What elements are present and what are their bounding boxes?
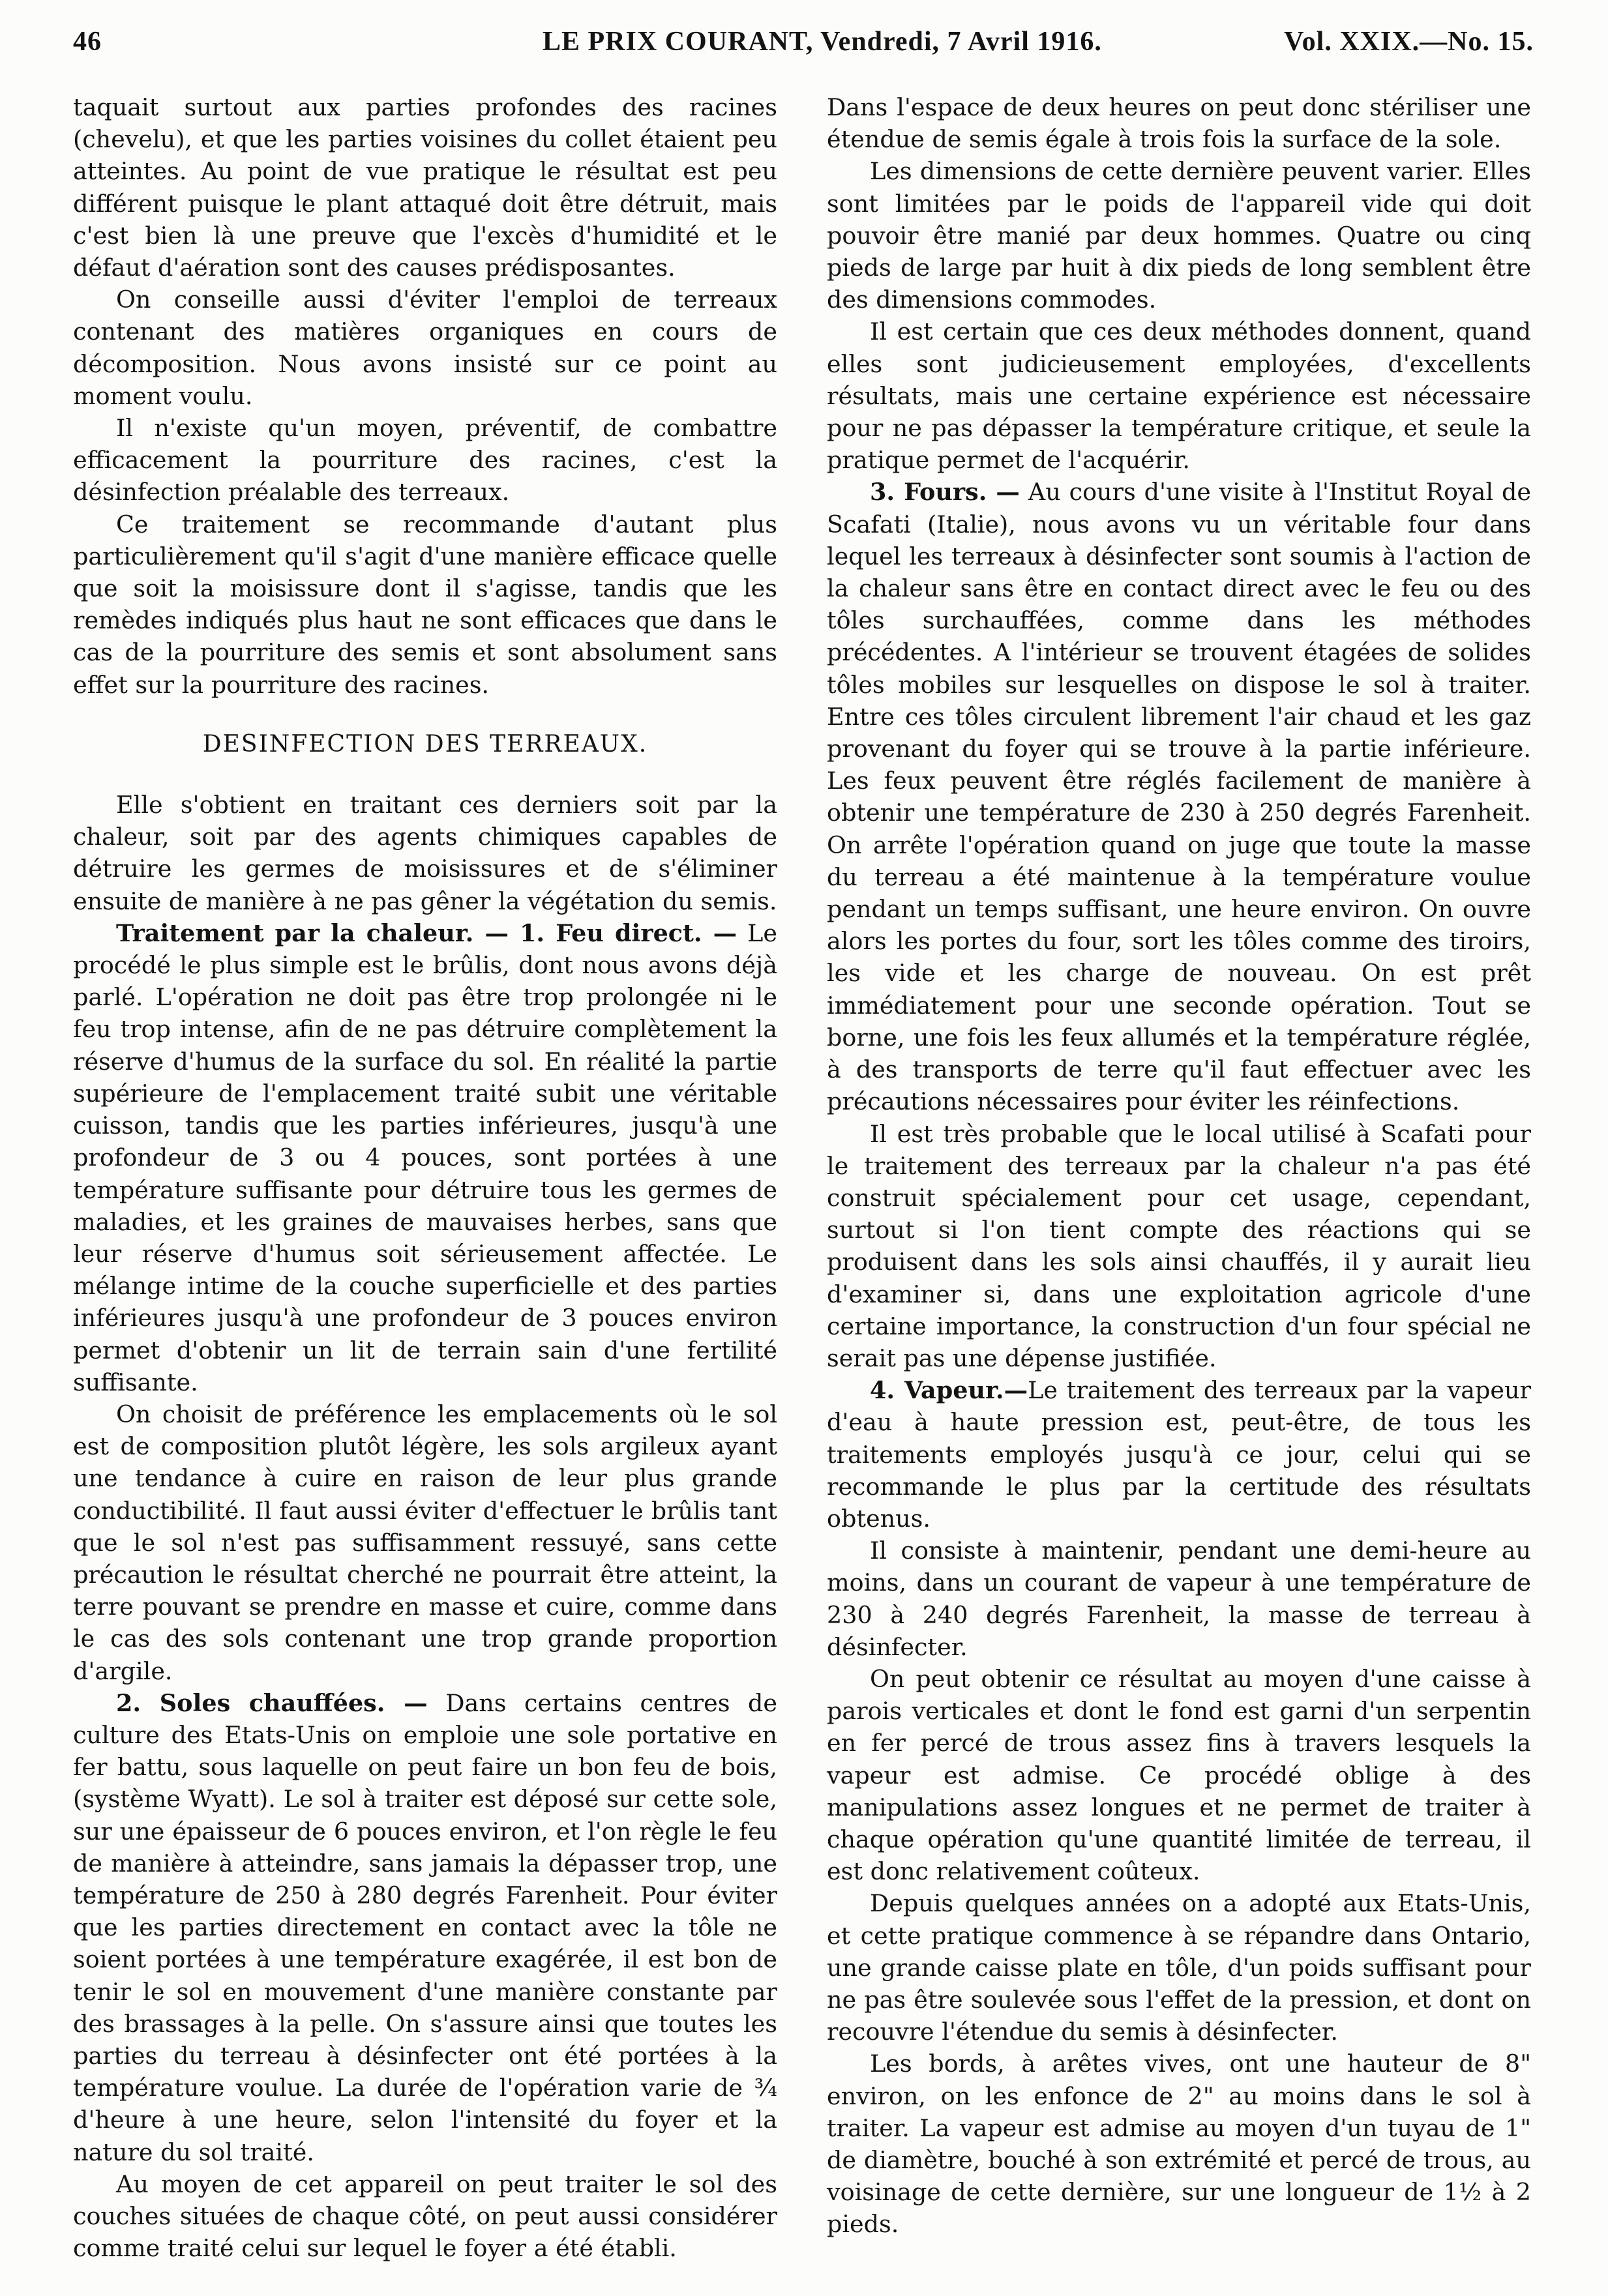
paragraph: On choisit de préférence les emplacements où le sol est de composition plutôt légère, les sols argileux ayant une tendance à cuire en raison de leur plus grande conductibilité. Il faut aussi éviter d'effectuer le brûlis tant que le sol n'est pas suffisamment ressuyé, sans cette précaution le résultat cherché ne pourrait être atteint, la terre pouvant se prendre en masse et cuire, comme dans le cas des sols contenant une trop grande proportion d'argile.	[73, 1400, 777, 1685]
paragraph-text: Dans certains centres de culture des Etats-Unis on emploie une sole portative en fer battu, sous laquelle on peut faire un bon feu de bois, (système Wyatt). Le sol à traiter est déposé sur cette sole, sur une épaisseur de 6 pouces environ, et l'on règle le feu de manière à atteindre, sans jamais la dépasser trop, une température de 250 à 280 degrés Farenheit. Pour éviter que les parties directement en contact avec la tôle ne soient portées à une température exagérée, il est bon de tenir le sol en mouvement d'une manière constante par des brassages à la pelle. On s'assure ainsi que toutes les parties du terreau à désinfecter ont été portées à la température voulue. La durée de l'opération varie de ¾ d'heure à une heure, selon l'intensité du foyer et la nature du sol traité.	[73, 1688, 778, 2166]
paragraph: Ce traitement se recommande d'autant plus particulièrement qu'il s'agit d'une manière efficace quelle que soit la moisissure dont il s'agisse, tandis que les remèdes indiqués plus haut ne sont efficaces que dans le cas de la pourriture des semis et sont absolument sans effet sur la pourriture des racines.	[73, 510, 777, 699]
paragraph: Dans l'espace de deux heures on peut donc stériliser une étendue de semis égale à trois fois la surface de la sole.	[827, 93, 1531, 154]
paragraph	[827, 1374, 1531, 1535]
paragraph: Elle s'obtient en traitant ces derniers soit par la chaleur, soit par des agents chimiques capables de détruire les germes de moisissures et de s'éliminer ensuite de manière à ne pas gêner la végétation du semis.	[73, 791, 777, 915]
subheading: 4. Vapeur.—	[870, 1376, 1028, 1405]
paragraph	[73, 917, 777, 1398]
paragraph: On peut obtenir ce résultat au moyen d'une caisse à parois verticales et dont le fond est garni d'un serpentin en fer percé de trous assez fins à travers lesquels la vapeur est admise. Ce procédé oblige à des manipulations assez longues et ne permet de traiter à chaque opération qu'une quantité limitée de terreau, il est donc relativement coûteux.	[827, 1664, 1531, 1886]
paragraph: Depuis quelques années on a adopté aux Etats-Unis, et cette pratique commence à se répandre dans Ontario, une grande caisse plate en tôle, d'un poids suffisant pour ne pas être soulevée sous l'effet de la pression, et dont on recouvre l'étendue du semis à désinfecter.	[827, 1889, 1531, 2046]
subheading: Traitement par la chaleur. — 1. Feu direct. —	[116, 919, 737, 947]
paragraph	[827, 476, 1531, 1117]
right-column	[827, 91, 1531, 2241]
paragraph: Les dimensions de cette dernière peuvent varier. Elles sont limitées par le poids de l'appareil vide qui doit pouvoir être manié par deux hommes. Quatre ou cinq pieds de large par huit à dix pieds de long semblent être des dimensions commodes.	[827, 157, 1531, 314]
subheading: 3. Fours. —	[870, 478, 1020, 507]
section-title: DESINFECTION DES TERREAUX.	[202, 730, 648, 758]
paragraph-text: Le traitement des terreaux par la vapeur d'eau à haute pression est, peut-être, de tous les traitements employés jusqu'à ce jour, celui qui se recommande le plus par la certitude des résultats obtenus.	[827, 1376, 1531, 1533]
volume-number: Vol. XXIX.—No. 15.	[1284, 27, 1534, 57]
left-column	[73, 91, 777, 2264]
paragraph: Les bords, à arêtes vives, ont une hauteur de 8" environ, on les enfonce de 2" au moins dans le sol à traiter. La vapeur est admise au moyen d'un tuyau de 1" de diamètre, bouché à son extrémité et percé de trous, au voisinage de cette dernière, sur une longueur de 1½ à 2 pieds.	[827, 2050, 1531, 2239]
paragraph: Au moyen de cet appareil on peut traiter le sol des couches situées de chaque côté, on peut aussi considérer comme traité celui sur lequel le foyer a été établi.	[73, 2170, 777, 2263]
paragraph: Il est certain que ces deux méthodes donnent, quand elles sont judicieusement employées, d'excellents résultats, mais une certaine expérience est nécessaire pour ne pas dépasser la température critique, et seule la pratique permet de l'acquérir.	[827, 317, 1531, 475]
paragraph: taquait surtout aux parties profondes des racines (chevelu), et que les parties voisines du collet étaient peu atteintes. Au point de vue pratique le résultat est peu différent puisque le plant attaqué doit être détruit, mais c'est bien là une preuve que l'excès d'humidité et le défaut d'aération sont des causes prédisposantes.	[73, 93, 777, 282]
paragraph: Il n'existe qu'un moyen, préventif, de combattre efficacement la pourriture des racines, c'est la désinfection préalable des terreaux.	[73, 414, 777, 507]
paragraph-text: Le procédé le plus simple est le brûlis, dont nous avons déjà parlé. L'opération ne doit pas être trop prolongée ni le feu trop intense, afin de ne pas détruire complètement la réserve d'humus de la surface du sol. En réalité la partie supérieure de l'emplacement traité subit une véritable cuisson, tandis que les parties inférieures, jusqu'à une profondeur de 3 ou 4 pouces, sont portées à une température suffisante pour détruire tous les germes de maladies, et les graines de mauvaises herbes, sans que leur réserve d'humus soit sérieusement affectée. Le mélange intime de la couche superficielle et des parties inférieures jusqu'à une profondeur de 3 pouces environ permet d'obtenir un lit de terrain sain d'une fertilité suffisante.	[73, 919, 778, 1396]
paragraph: Il est très probable que le local utilisé à Scafati pour le traitement des terreaux par la chaleur n'a pas été construit spécialement pour cet usage, cependant, surtout si l'on tient compte des réactions qui se produisent dans les sols ainsi chauffés, il y aurait lieu d'examiner si, dans une exploitation agricole d'une certaine importance, la construction d'un four spécial ne serait pas une dépense justifiée.	[827, 1119, 1531, 1372]
paragraph-text: Au cours d'une visite à l'Institut Royal de Scafati (Italie), nous avons vu un véritable four dans lequel les terreaux à désinfecter sont soumis à l'action de la chaleur sans être en contact direct avec le feu ou des tôles surchauffées, comme dans les méthodes précédentes. A l'intérieur se trouvent étagées de solides tôles mobiles sur lesquelles on dispose le sol à traiter. Entre ces tôles circulent librement l'air chaud et les gaz provenant du foyer qui se trouve à la partie inférieure. Les feux peuvent être réglés facilement de manière à obtenir une température de 230 à 250 degrés Farenheit. On arrête l'opération quand on juge que toute la masse du terreau a été maintenue à la température voulue pendant un temps suffisant, une heure environ. On ouvre alors les portes du four, sort les tôles comme des tiroirs, les vide et les charge de nouveau. On est prêt immédiatement pour une seconde opération. Tout se borne, une fois les feux allumés et la température réglée, à des transports de terre qu'il faut effectuer avec les précautions nécessaires pour éviter les réinfections.	[827, 478, 1531, 1116]
paragraph: On conseille aussi d'éviter l'emploi de terreaux contenant des matières organiques en cours de décomposition. Nous avons insisté sur ce point au moment voulu.	[73, 286, 777, 410]
page-number: 46	[73, 27, 102, 57]
paragraph	[73, 1687, 777, 2168]
paragraph: Il consiste à maintenir, pendant une demi-heure au moins, dans un courant de vapeur à une température de 230 à 240 degrés Farenheit, la masse de terreau à désinfecter.	[827, 1537, 1531, 1661]
subheading: 2. Soles chauffées. —	[116, 1688, 428, 1717]
page-header	[73, 20, 1534, 65]
masthead: LE PRIX COURANT, Vendredi, 7 Avril 1916.	[543, 27, 1102, 57]
